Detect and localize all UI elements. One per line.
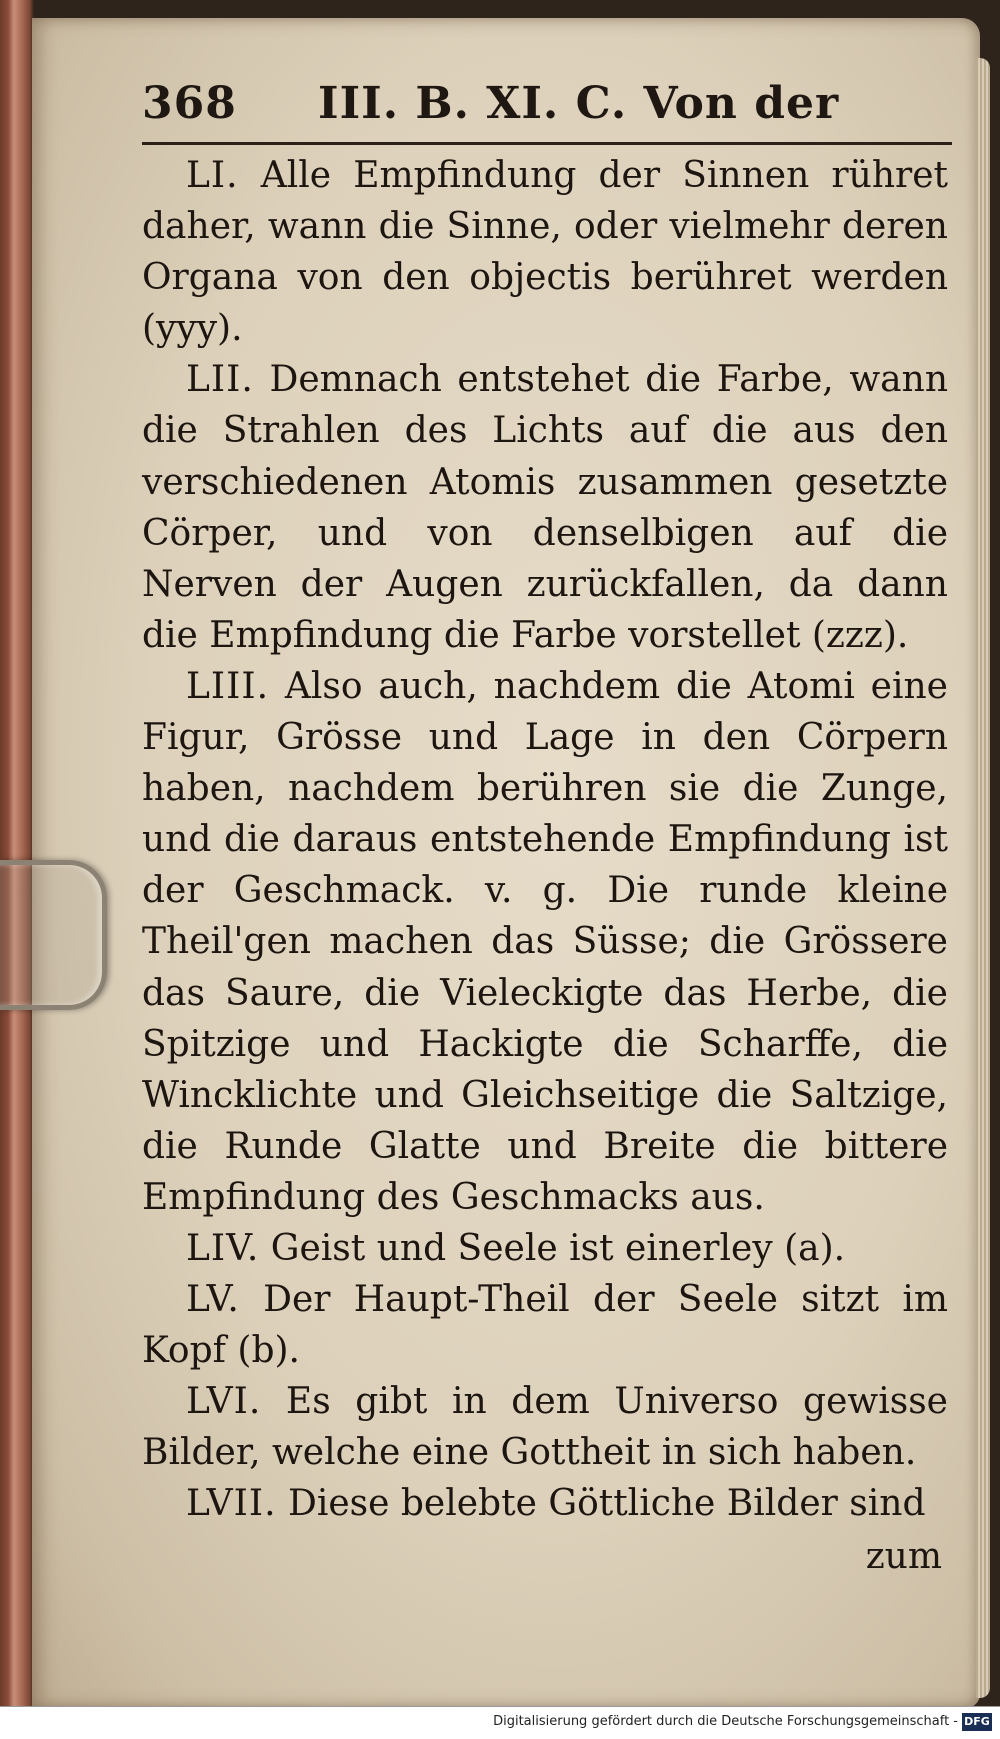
body-text <box>142 150 948 1530</box>
paragraph-number: LIII. <box>186 665 270 707</box>
page-header <box>142 70 952 145</box>
paragraph-number: LIV. <box>186 1227 260 1269</box>
paragraph-number: LII. <box>186 359 254 401</box>
paragraph-55 <box>142 1274 948 1376</box>
digitization-footer <box>0 1706 1000 1739</box>
page-edges <box>976 58 990 1698</box>
paragraph-text: Alle Empfindung der Sinnen rühret daher, wann die Sinne, oder vielmehr deren Organa von den objectis berühret werden (yyy). <box>142 155 948 350</box>
running-head: III. B. XI. C. Von der <box>318 78 840 129</box>
paragraph-text: Geist und Seele ist einerley (a). <box>270 1227 846 1269</box>
catchword: zum <box>865 1536 942 1577</box>
paragraph-number: LV. <box>186 1279 240 1321</box>
paragraph-text: Der Haupt-Theil der Seele sitzt im Kopf (b). <box>142 1279 948 1372</box>
paragraph-56 <box>142 1376 948 1478</box>
paragraph-number: LVI. <box>186 1381 262 1423</box>
dfg-logo: DFG <box>962 1713 992 1731</box>
paragraph-53 <box>142 661 948 1223</box>
funding-credit: Digitalisierung gefördert durch die Deutsche Forschungsgemeinschaft - <box>493 1714 958 1729</box>
page-number: 368 <box>142 78 237 129</box>
paragraph-number: LI. <box>186 155 239 196</box>
paragraph-text: Diese belebte Göttliche Bilder sind <box>287 1483 926 1525</box>
paragraph-57 <box>142 1478 948 1529</box>
paragraph-51 <box>142 150 948 354</box>
page-clip <box>0 860 107 1010</box>
paragraph-text: Es gibt in dem Universo gewisse Bilder, welche eine Gottheit in sich haben. <box>142 1381 948 1474</box>
paragraph-54 <box>142 1223 948 1274</box>
paragraph-text: Also auch, nachdem die Atomi eine Figur, Grösse und Lage in den Cörpern haben, nachdem berühren sie die Zunge, und die daraus entstehende Empfindung ist der Geschmack. v. g. Die runde kleine Theil'gen machen das Süsse; die Grössere das Saure, die Vieleckigte das Herbe, die Spitzige und Hackigte die Scharffe, die Wincklichte und Gleichseitige die Saltzige, die Runde Glatte und Breite die bittere Empfindung des Geschmacks aus. <box>142 665 948 1218</box>
paragraph-52 <box>142 354 948 661</box>
paragraph-text: Demnach entstehet die Farbe, wann die Strahlen des Lichts auf die aus den verschiedenen Atomis zusammen gesetzte Cörper, und von denselbigen auf die Nerven der Augen zurückfallen, da dann die Empfindung die Farbe vorstellet (zzz). <box>142 359 948 656</box>
paragraph-number: LVII. <box>186 1483 277 1525</box>
